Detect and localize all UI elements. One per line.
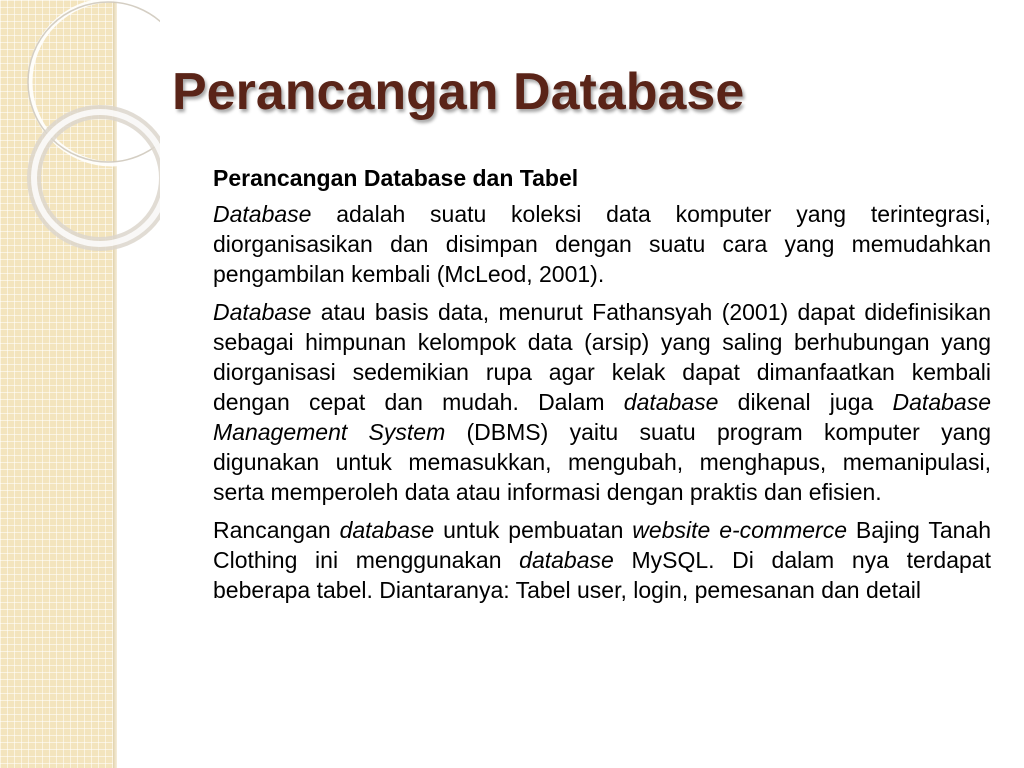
term-database: database (339, 517, 435, 543)
paragraph-text: adalah suatu koleksi data komputer yang terintegrasi, diorganisasikan dan disimpan dengan suatu cara yang memudahkan pengambilan kembali (McLeod, 2001). (213, 201, 991, 287)
term-database: Database (213, 299, 312, 325)
decorative-circles (0, 0, 160, 260)
term-database: database (623, 389, 719, 415)
term-database: Database (213, 201, 312, 227)
term-dbms: Database Management System (213, 389, 991, 445)
section-subtitle: Perancangan Database dan Tabel (213, 165, 579, 191)
term-website-ecommerce: website e-commerce (632, 517, 847, 543)
paragraph-text: (DBMS) yaitu suatu program komputer yang digunakan untuk memasukkan, mengubah, menghapus, memanipulasi, serta memperoleh data atau informasi dengan praktis dan efisien. (213, 419, 991, 505)
paragraph-definition-mcleod (213, 199, 991, 289)
term-database: database (519, 547, 614, 573)
paragraph-text: Rancangan (213, 517, 340, 543)
paragraph-text: Bajing Tanah Clothing ini menggunakan (213, 517, 992, 573)
paragraph-definition-fathansyah (213, 297, 991, 507)
slide-body (213, 163, 991, 613)
paragraph-text: dikenal juga (718, 389, 893, 415)
paragraph-text: MySQL. Di dalam nya terdapat beberapa tabel. Diantaranya: Tabel user, login, pemesanan dan detail (213, 547, 991, 603)
slide-title: Perancangan Database (172, 63, 745, 121)
paragraph-text: atau basis data, menurut Fathansyah (2001) dapat didefinisikan sebagai himpunan kelompok data (arsip) yang saling berhubungan yang diorganisasi sedemikian rupa agar kelak dapat dimanfaatkan kembali dengan cepat dan mudah. Dalam (213, 299, 991, 415)
paragraph-text: untuk pembuatan (434, 517, 633, 543)
paragraph-design-description (213, 515, 991, 605)
